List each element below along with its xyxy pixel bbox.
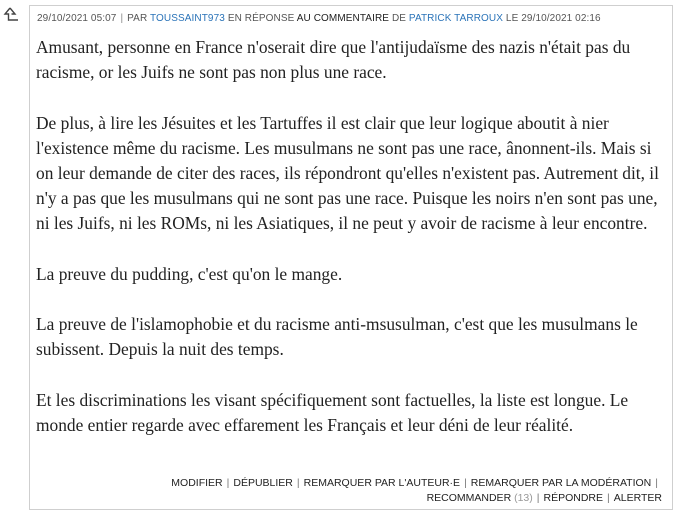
of-label: DE <box>391 13 407 24</box>
action-separator: | <box>226 477 230 489</box>
action-separator: | <box>655 477 658 489</box>
comment-paragraph: De plus, à lire les Jésuites et les Tartuffes il est clair que leur logique aboutit à nier l'existence même du racisme. Les musulmans ne sont pas une race, ânonnent-ils. Mais si on leur demande de citer des races, ils répondront qu'elles n'existent pas. Autrement dit, il n'y a pas que les musulmans qui ne sont pas une race. Puisque les noirs n'en sont pas une, ni les Juifs, ni les ROMs, ni les Asiatiques, il ne peut y avoir de racisme à leur encontre. <box>36 112 659 234</box>
action-separator: | <box>464 477 467 489</box>
comment-paragraph: La preuve de l'islamophobie et du racisme anti-msusulman, c'est que les musulmans le subissent. Depuis la nuit des temps. <box>36 314 638 360</box>
by-label: PAR <box>127 13 148 24</box>
comment-paragraph: La preuve du pudding, c'est qu'on le mange. <box>36 263 343 284</box>
unpublish-link[interactable]: DÉPUBLIER <box>233 477 293 489</box>
parent-comment-link[interactable]: AU COMMENTAIRE <box>296 13 390 24</box>
in-reply-label: EN RÉPONSE <box>227 13 295 24</box>
comment-body <box>36 35 666 438</box>
reply-link[interactable]: RÉPONDRE <box>543 491 604 504</box>
comment-meta <box>37 13 601 24</box>
parent-author-link[interactable]: PATRICK TARROUX <box>408 13 504 24</box>
on-label: LE <box>505 13 519 24</box>
comment-card <box>29 5 673 510</box>
action-separator: | <box>607 491 610 504</box>
action-separator: | <box>536 491 540 504</box>
recommend-link[interactable]: RECOMMANDER <box>426 491 512 504</box>
comment-actions <box>42 476 662 505</box>
comment-paragraph: Et les discriminations les visant spécifiquement sont factuelles, la liste est longue. Le monde entier regarde avec effarement les Français et leur déni de leur réalité. <box>36 389 629 435</box>
parent-comment-date: 29/10/2021 02:16 <box>521 13 601 24</box>
action-separator: | <box>296 477 300 489</box>
remark-moderation-link[interactable]: REMARQUER PAR LA MODÉRATION <box>470 477 652 489</box>
comment-date: 29/10/2021 05:07 <box>37 13 117 24</box>
remark-author-link[interactable]: REMARQUER PAR L'AUTEUR·E <box>303 477 461 489</box>
comment-author-link[interactable]: TOUSSAINT973 <box>149 13 225 24</box>
meta-separator: | <box>120 13 124 24</box>
report-link[interactable]: ALERTER <box>613 491 662 504</box>
modify-link[interactable]: MODIFIER <box>171 477 223 489</box>
comment-paragraph: Amusant, personne en France n'oserait dire que l'antijudaïsme des nazis n'était pas du racisme, or les Juifs ne sont pas non plus une race. <box>36 37 631 83</box>
recommend-count: (13) <box>514 491 533 504</box>
reply-parent-arrow-icon[interactable] <box>3 6 21 26</box>
